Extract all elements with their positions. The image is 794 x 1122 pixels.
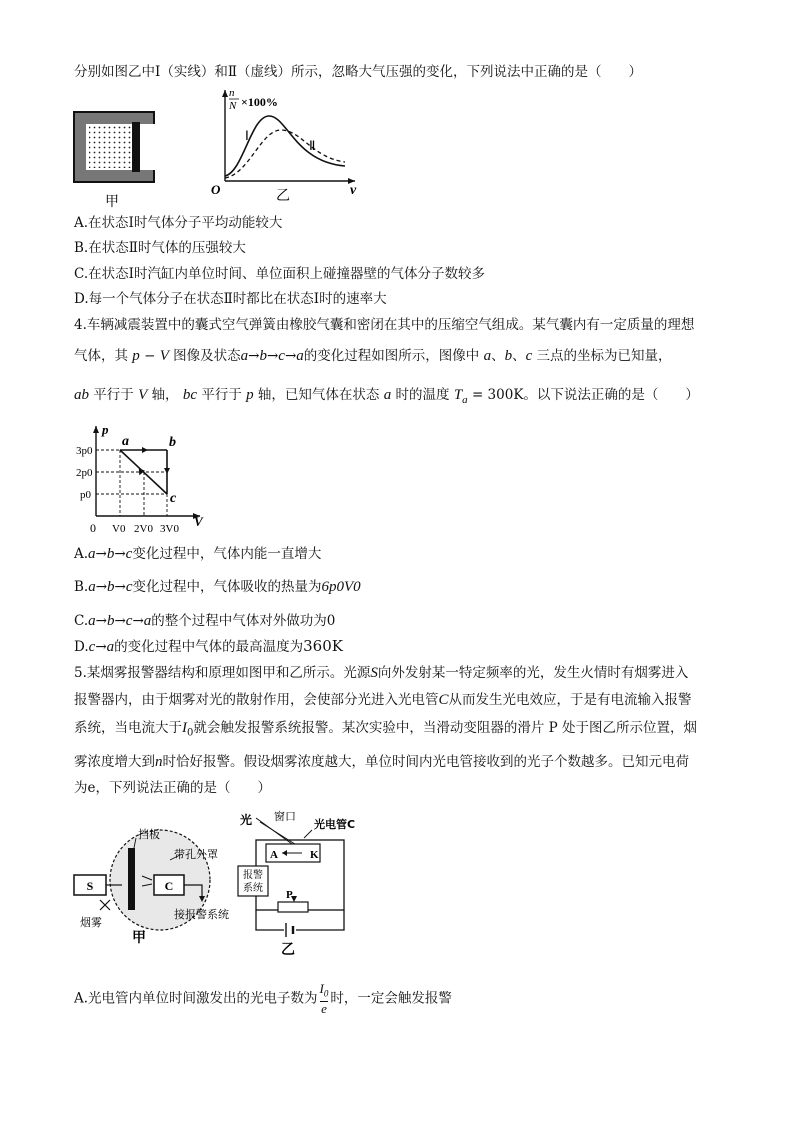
to-alarm-label: 接报警系统	[174, 908, 229, 921]
speed-distribution-graph	[205, 86, 365, 204]
point-a: a	[122, 434, 129, 449]
q4-line3: ab 平行于 V 轴， bc 平行于 p 轴，已知气体在状态 a 时的温度 $T_a = 300K$。以下说法正确的是（ ）	[74, 387, 699, 406]
q5-line5: 为e，下列说法正确的是（ ）	[74, 780, 271, 796]
q4-line1: 4.车辆减震装置中的囊式空气弹簧由橡胶气囊和密闭在其中的压缩空气组成。某气囊内有一定质量的理想	[74, 317, 695, 333]
svg-text:S: S	[86, 879, 94, 893]
curve-II-label: Ⅱ	[309, 138, 316, 153]
smoke-detector-circuit	[236, 808, 356, 958]
q5-line4: 雾浓度增大到n时恰好报警。假设烟雾浓度越大，单位时间内光电管接收到的光子个数越多。已知元电荷	[74, 754, 689, 770]
point-c: c	[170, 491, 177, 506]
q5-line2: 报警器内，由于烟雾对光的散射作用，会使部分光进入光电管C从而发生光电效应，于是有电流输入报警	[74, 692, 692, 708]
q5-option-a: A.光电管内单位时间激发出的光电子数为 $\frac{I_0}{e}$ 时，一定会触发报警	[74, 981, 452, 1016]
baffle	[128, 848, 135, 910]
fig5-jia-caption: 甲	[132, 930, 146, 944]
q3-option-d: D.每一个气体分子在状态Ⅱ时都比在状态Ⅰ时的速率大	[74, 291, 387, 307]
ytick-2p0: 2p0	[76, 467, 93, 479]
q3-intro: 分别如图乙中Ⅰ（实线）和Ⅱ（虚线）所示，忽略大气压强的变化，下列说法中正确的是（ ）	[74, 64, 643, 80]
alarm-system-label: 系统	[243, 883, 263, 894]
tube-label: 光电管C	[314, 818, 356, 831]
slider-P-label: P	[286, 889, 293, 901]
ytick-3p0: 3p0	[76, 445, 93, 457]
xtick-v0: V0	[112, 523, 126, 535]
q4-option-c: C.a→b→c→a的整个过程中气体对外做功为0	[74, 613, 336, 629]
point-b: b	[169, 435, 176, 450]
smoke-label: 烟雾	[80, 916, 102, 929]
rheostat	[278, 902, 308, 912]
graph-xlabel: v	[350, 183, 357, 198]
fig-jia-caption: 甲	[105, 194, 119, 210]
ytick-p0: p0	[80, 489, 91, 501]
fig-yi-caption: 乙	[276, 188, 290, 204]
cover-label: 带孔外罩	[174, 848, 218, 861]
graph-ylabel-num: n	[229, 87, 235, 99]
xtick-origin: 0	[90, 521, 96, 535]
q5-line3: 系统，当电流大于$I_0$就会触发报警系统报警。某次实验中，当滑动变阻器的滑片 P 处于图乙所示位置，烟	[74, 720, 698, 739]
q3-option-b: B.在状态Ⅱ时气体的压强较大	[74, 240, 246, 256]
pv-yaxis-label: p	[102, 422, 109, 437]
pv-xaxis-label: V	[194, 514, 203, 529]
svg-text:C: C	[164, 879, 174, 893]
graph-origin: O	[211, 182, 221, 197]
window-label: 窗口	[274, 810, 296, 823]
smoke-detector-structure	[62, 826, 240, 944]
q4-option-d: D.c→a的变化过程中气体的最高温度为360K	[74, 637, 343, 655]
cylinder-figure	[72, 110, 174, 210]
svg-text:报警: 报警	[243, 870, 263, 881]
q4-option-a: A.a→b→c变化过程中，气体内能一直增大	[74, 546, 322, 562]
graph-ylabel-unit: ×100%	[241, 95, 278, 109]
q4-option-b: B.a→b→c变化过程中，气体吸收的热量为6p0V0	[74, 579, 361, 595]
anode-label: A	[270, 849, 278, 861]
q3-option-a: A.在状态Ⅰ时气体分子平均动能较大	[74, 215, 283, 231]
cathode-label: K	[310, 849, 319, 861]
graph-ylabel-den: N	[229, 100, 237, 112]
xtick-3v0: 3V0	[160, 523, 179, 535]
q4-line2: 气体，其 p − V 图像及状态a→b→c→a的变化过程如图所示，图像中 a、b、c 三点的坐标为已知量，	[74, 348, 672, 364]
q3-option-c: C.在状态Ⅰ时汽缸内单位时间、单位面积上碰撞器壁的气体分子数较多	[74, 266, 485, 282]
fig5-yi-caption: 乙	[281, 942, 295, 958]
light-label: 光	[240, 813, 253, 827]
pv-graph	[76, 422, 206, 538]
curve-I-label: Ⅰ	[245, 128, 249, 143]
piston	[132, 122, 140, 172]
baffle-label: 挡板	[138, 828, 160, 841]
xtick-2v0: 2V0	[134, 523, 153, 535]
q5-line1: 5.某烟雾报警器结构和原理如图甲和乙所示。光源S向外发射某一特定频率的光，发生火情时有烟雾进入	[74, 665, 689, 681]
gas-particles	[89, 126, 131, 168]
